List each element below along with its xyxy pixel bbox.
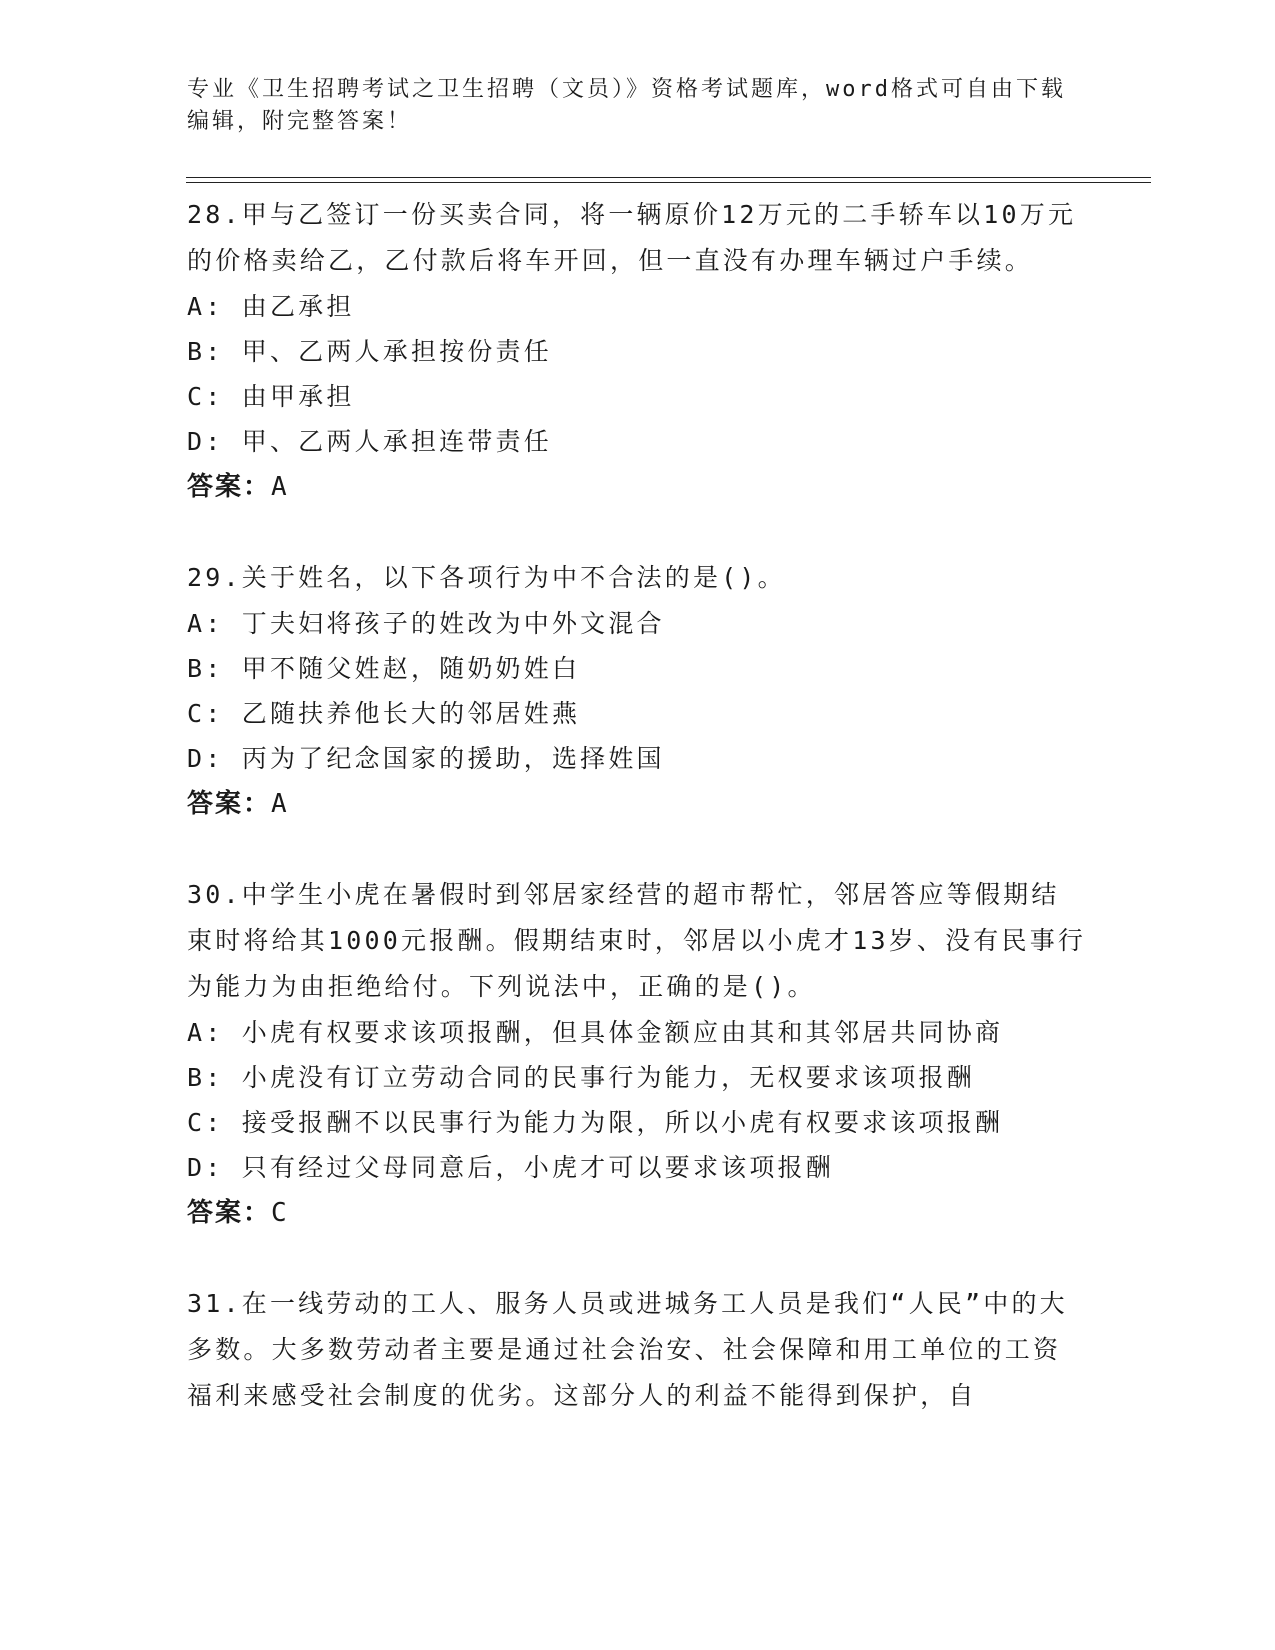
answer-value: A [271, 472, 287, 502]
option-c: C: 乙随扶养他长大的邻居姓燕 [187, 699, 581, 728]
question-spacer [187, 827, 1087, 872]
option-b: B: 甲、乙两人承担按份责任 [187, 337, 552, 366]
option-a: A: 由乙承担 [187, 292, 355, 321]
option-c: C: 由甲承担 [187, 382, 355, 411]
option-d: D: 只有经过父母同意后，小虎才可以要求该项报酬 [187, 1153, 834, 1182]
question-30 [187, 872, 1087, 1236]
answer-line [187, 464, 1087, 510]
answer-label: 答案： [187, 472, 272, 502]
question-29 [187, 555, 1087, 827]
question-text: 29.关于姓名，以下各项行为中不合法的是()。 [187, 563, 786, 592]
question-28 [187, 192, 1087, 510]
option-b: B: 甲不随父姓赵，随奶奶姓白 [187, 654, 581, 683]
header-divider-bottom [186, 182, 1151, 183]
answer-line [187, 781, 1087, 827]
option-c: C: 接受报酬不以民事行为能力为限，所以小虎有权要求该项报酬 [187, 1108, 1004, 1137]
option-a: A: 丁夫妇将孩子的姓改为中外文混合 [187, 609, 665, 638]
answer-label: 答案： [187, 1198, 272, 1228]
answer-value: C [271, 1198, 287, 1228]
answer-label: 答案： [187, 789, 272, 819]
answer-value: A [271, 789, 287, 819]
question-text: 31.在一线劳动的工人、服务人员或进城务工人员是我们“人民”中的大多数。大多数劳动者主要是通过社会治安、社会保障和用工单位的工资福利来感受社会制度的优劣。这部分人的利益不能得到保护，自 [187, 1289, 1068, 1410]
option-d: D: 丙为了纪念国家的援助，选择姓国 [187, 744, 665, 773]
question-31 [187, 1281, 1087, 1419]
header-divider-top [186, 177, 1151, 178]
option-b: B: 小虎没有订立劳动合同的民事行为能力，无权要求该项报酬 [187, 1063, 975, 1092]
answer-line [187, 1190, 1087, 1236]
question-text: 30.中学生小虎在暑假时到邻居家经营的超市帮忙，邻居答应等假期结束时将给其1000元报酬。假期结束时，邻居以小虎才13岁、没有民事行为能力为由拒绝给付。下列说法中，正确的是()。 [187, 880, 1087, 1001]
document-header: 专业《卫生招聘考试之卫生招聘（文员）》资格考试题库，word格式可自由下载编辑，附完整答案！ [187, 77, 1066, 134]
option-d: D: 甲、乙两人承担连带责任 [187, 427, 552, 456]
question-list [187, 192, 1087, 1419]
question-text: 28.甲与乙签订一份买卖合同，将一辆原价12万元的二手轿车以10万元的价格卖给乙，乙付款后将车开回，但一直没有办理车辆过户手续。 [187, 200, 1077, 275]
option-a: A: 小虎有权要求该项报酬，但具体金额应由其和其邻居共同协商 [187, 1018, 1004, 1047]
question-spacer [187, 510, 1087, 555]
question-spacer [187, 1236, 1087, 1281]
